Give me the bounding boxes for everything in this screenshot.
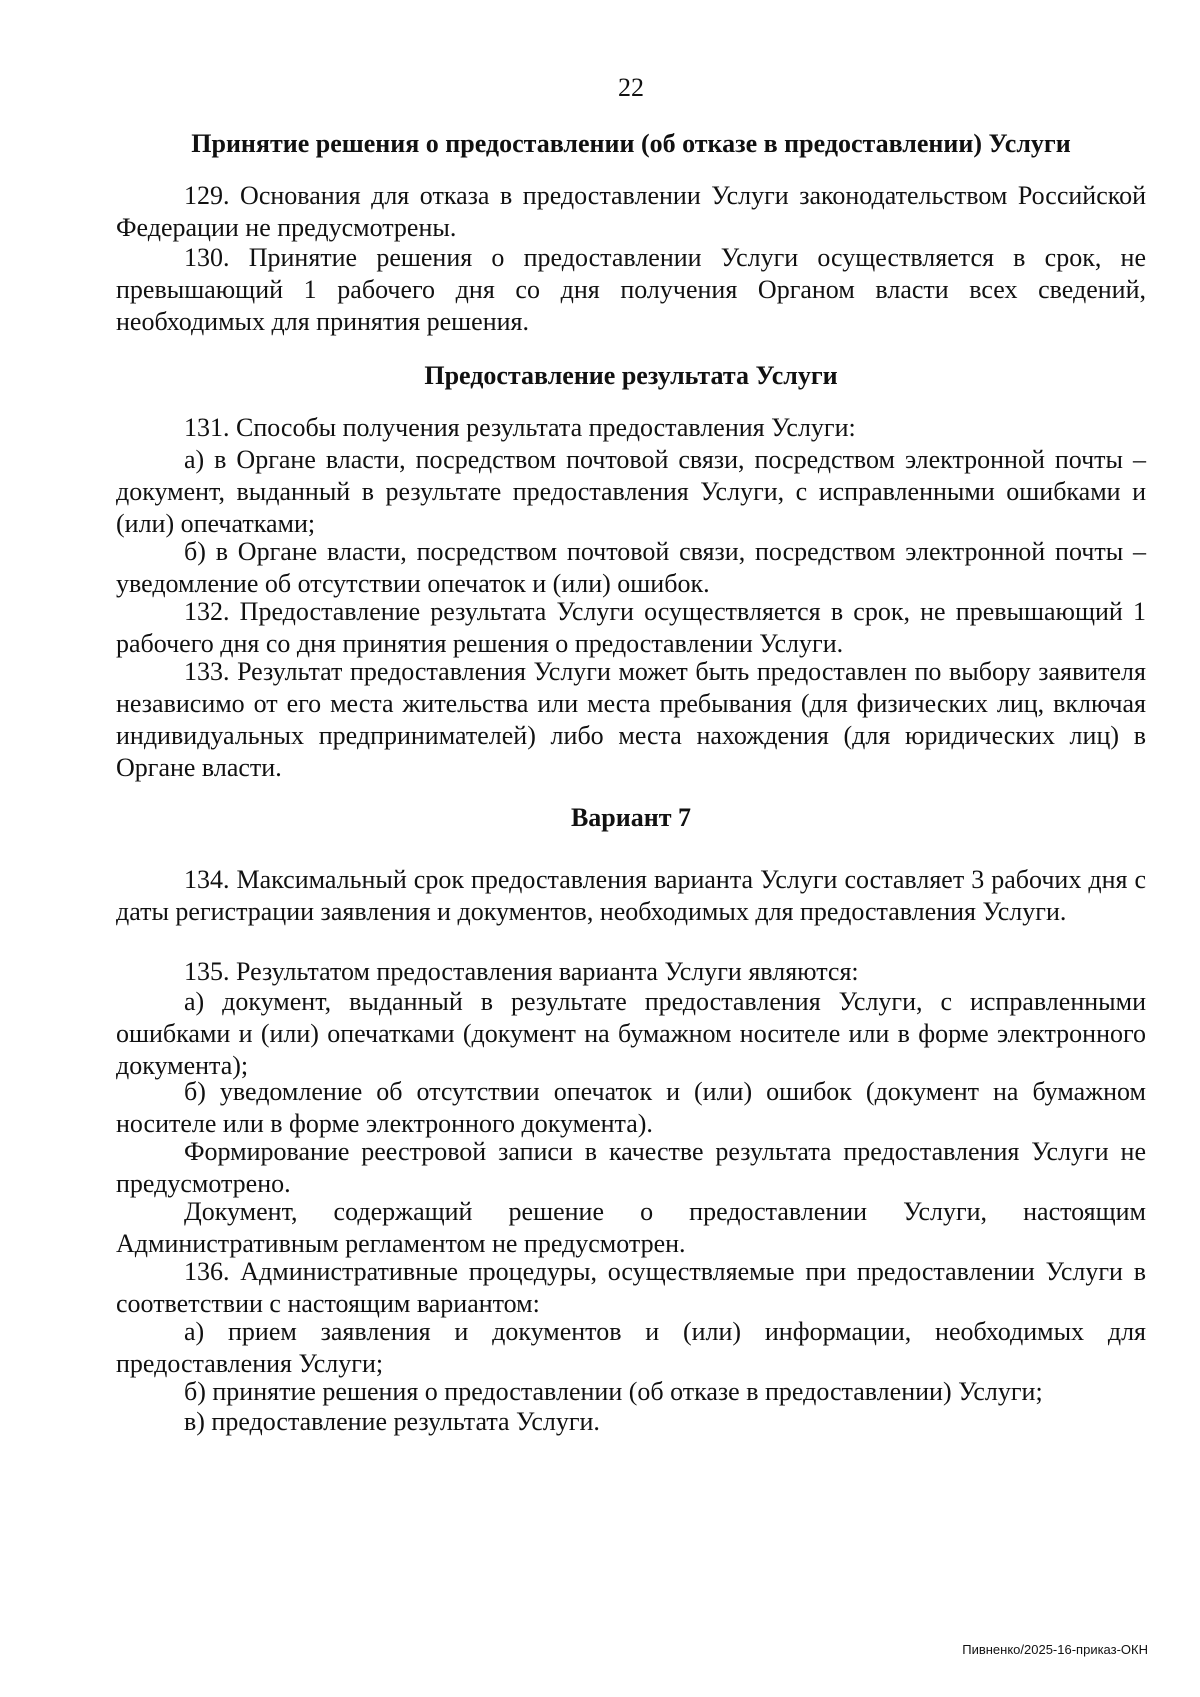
paragraph: а) документ, выданный в результате предоставления Услуги, с исправленными ошибками и (или) опечатками (документ на бумажном носителе или в форме электронного документа); bbox=[116, 987, 1146, 1080]
document-footer-id: Пивненко/2025-16-приказ-ОКН bbox=[962, 1642, 1148, 1657]
paragraph: в) предоставление результата Услуги. bbox=[184, 1407, 600, 1436]
section-heading: Принятие решения о предоставлении (об отказе в предоставлении) Услуги bbox=[191, 129, 1071, 158]
paragraph: б) в Органе власти, посредством почтовой связи, посредством электронной почты – уведомление об отсутствии опечаток и (или) ошибок. bbox=[116, 537, 1146, 598]
paragraph: б) уведомление об отсутствии опечаток и (или) ошибок (документ на бумажном носителе или в форме электронного документа). bbox=[116, 1077, 1146, 1138]
page-number: 22 bbox=[618, 73, 644, 102]
paragraph: 132. Предоставление результата Услуги осуществляется в срок, не превышающий 1 рабочего дня со дня принятия решения о предоставлении Услуги. bbox=[116, 597, 1146, 658]
paragraph: 134. Максимальный срок предоставления варианта Услуги составляет 3 рабочих дня с даты регистрации заявления и документов, необходимых для предоставления Услуги. bbox=[116, 865, 1146, 926]
paragraph: 130. Принятие решения о предоставлении Услуги осуществляется в срок, не превышающий 1 рабочего дня со дня получения Органом власти всех сведений, необходимых для принятия решения. bbox=[116, 243, 1146, 336]
paragraph: а) прием заявления и документов и (или) информации, необходимых для предоставления Услуги; bbox=[116, 1317, 1146, 1378]
paragraph: Формирование реестровой записи в качестве результата предоставления Услуги не предусмотрено. bbox=[116, 1137, 1146, 1198]
paragraph: 133. Результат предоставления Услуги может быть предоставлен по выбору заявителя независимо от его места жительства или места пребывания (для физических лиц, включая индивидуальных предпринимателей) либо места нахождения (для юридических лиц) в Органе власти. bbox=[116, 657, 1146, 782]
paragraph: 131. Способы получения результата предоставления Услуги: bbox=[184, 413, 856, 442]
paragraph: а) в Органе власти, посредством почтовой связи, посредством электронной почты – документ, выданный в результате предоставления Услуги, с исправленными ошибками и (или) опечатками; bbox=[116, 445, 1146, 538]
paragraph: 135. Результатом предоставления варианта Услуги являются: bbox=[184, 957, 859, 986]
paragraph: 129. Основания для отказа в предоставлении Услуги законодательством Российской Федерации не предусмотрены. bbox=[116, 181, 1146, 242]
section-heading: Вариант 7 bbox=[570, 803, 692, 832]
paragraph: б) принятие решения о предоставлении (об отказе в предоставлении) Услуги; bbox=[184, 1377, 1043, 1406]
paragraph: Документ, содержащий решение о предоставлении Услуги, настоящим Административным регламентом не предусмотрен. bbox=[116, 1197, 1146, 1258]
paragraph: 136. Административные процедуры, осуществляемые при предоставлении Услуги в соответствии с настоящим вариантом: bbox=[116, 1257, 1146, 1318]
section-heading: Предоставление результата Услуги bbox=[424, 361, 838, 390]
